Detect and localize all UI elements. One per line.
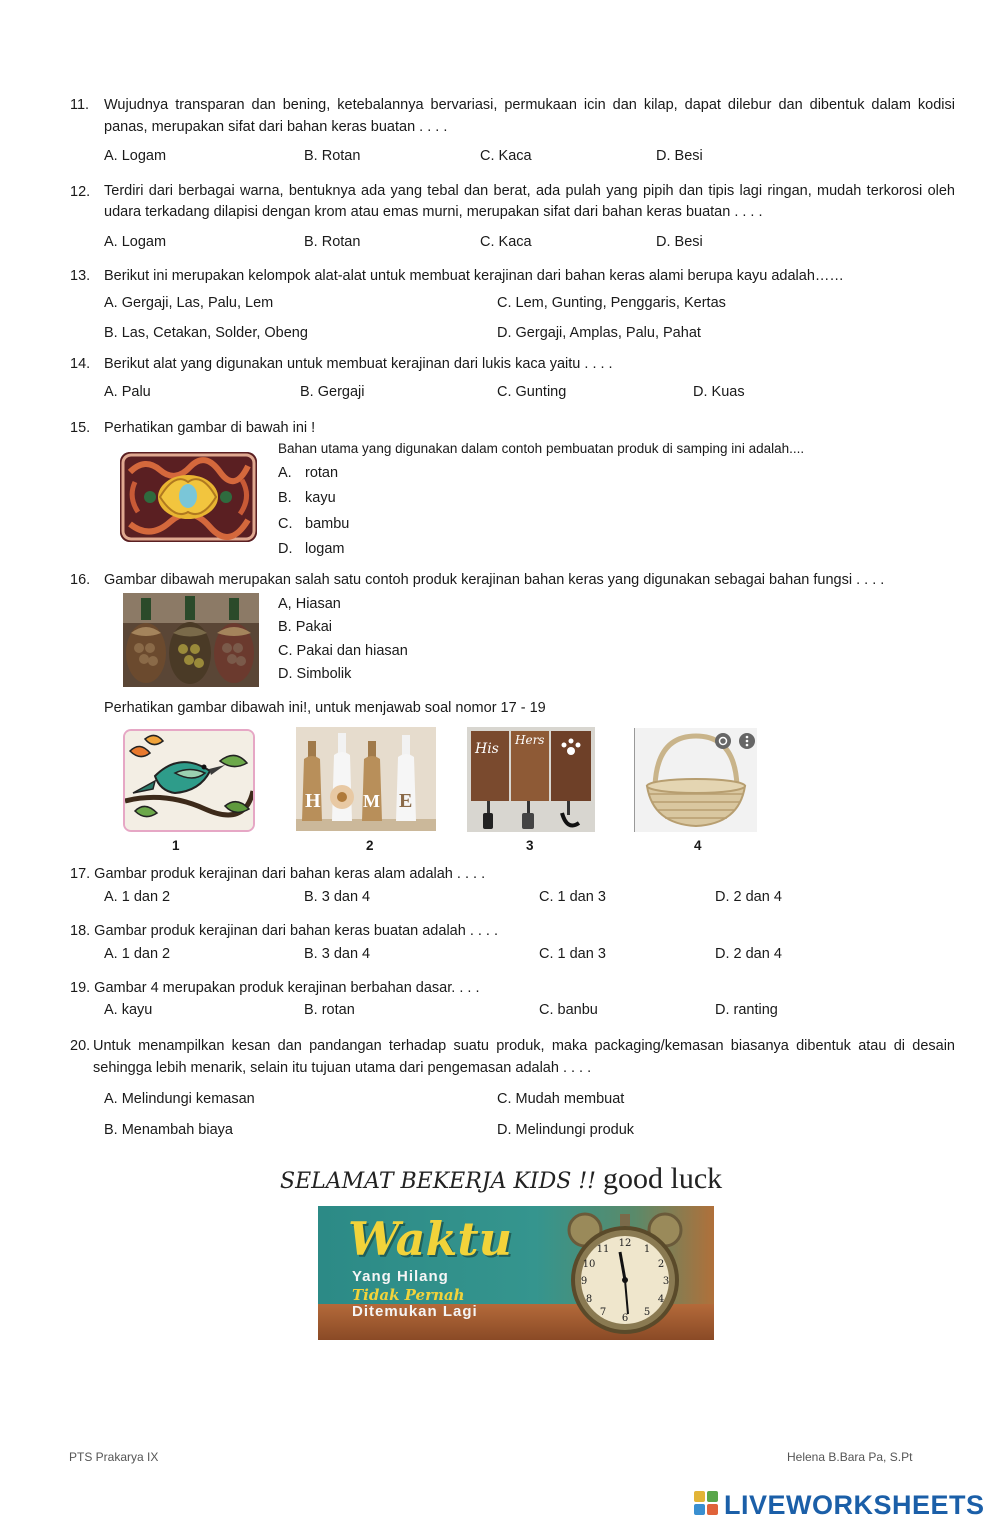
alarm-clock-icon bbox=[550, 1212, 700, 1336]
svg-text:M: M bbox=[363, 791, 380, 811]
svg-text:7: 7 bbox=[599, 1307, 607, 1318]
question-16-text: Gambar dibawah merupakan salah satu contoh produk kerajinan bahan keras yang digunakan sebagai bahan fungsi . . . . bbox=[104, 572, 885, 588]
q13-option-d[interactable]: D. Gergaji, Amplas, Palu, Pahat bbox=[497, 325, 701, 341]
q14-option-d[interactable]: D. Kuas bbox=[693, 384, 745, 400]
q19-option-c[interactable]: C. banbu bbox=[539, 1002, 598, 1018]
svg-text:2: 2 bbox=[657, 1259, 665, 1270]
question-15-subtext: Bahan utama yang digunakan dalam contoh pembuatan produk di samping ini adalah.... bbox=[278, 441, 805, 456]
q19-option-b[interactable]: B. rotan bbox=[304, 1002, 355, 1018]
question-19-text: 19. Gambar 4 merupakan produk kerajinan berbahan dasar. . . . bbox=[70, 980, 480, 996]
q17-option-b[interactable]: B. 3 dan 4 bbox=[304, 889, 371, 905]
q18-option-a[interactable]: A. 1 dan 2 bbox=[104, 946, 171, 962]
q19-option-d[interactable]: D. ranting bbox=[715, 1002, 778, 1018]
image-caption-2: 2 bbox=[366, 838, 374, 853]
carved-wood-illustration bbox=[120, 452, 257, 542]
q12-option-b[interactable]: B. Rotan bbox=[304, 234, 361, 250]
liveworksheets-text: LIVEWORKSHEETS bbox=[724, 1490, 985, 1520]
q15-option-a[interactable]: rotan bbox=[305, 465, 339, 481]
banner-title: Waktu bbox=[348, 1212, 513, 1266]
q15-option-b[interactable]: kayu bbox=[305, 490, 336, 506]
q16-option-a[interactable]: A, Hiasan bbox=[278, 596, 341, 612]
question-17-text: 17. Gambar produk kerajinan dari bahan keras alam adalah . . . . bbox=[70, 866, 486, 882]
q15-option-d[interactable]: logam bbox=[305, 541, 345, 557]
q13-option-b[interactable]: B. Las, Cetakan, Solder, Obeng bbox=[104, 325, 308, 341]
svg-text:12: 12 bbox=[618, 1238, 632, 1249]
q20-option-a[interactable]: A. Melindungi kemasan bbox=[104, 1091, 255, 1107]
svg-text:3: 3 bbox=[662, 1276, 670, 1287]
question-11-number: 11. bbox=[70, 97, 90, 113]
question-13-number: 13. bbox=[70, 268, 91, 284]
svg-text:5: 5 bbox=[643, 1307, 651, 1318]
svg-text:11: 11 bbox=[596, 1244, 610, 1255]
banner-line-3: Ditemukan Lagi bbox=[352, 1303, 478, 1320]
closing-good-luck: good luck bbox=[603, 1162, 723, 1195]
q14-option-c[interactable]: C. Gunting bbox=[497, 384, 567, 400]
q20-option-b[interactable]: B. Menambah biaya bbox=[104, 1122, 233, 1138]
question-12-text: Terdiri dari berbagai warna, bentuknya ada yang tebal dan berat, ada pulah yang pipih dan tipis lagi ringan, mudah terkorosi oleh udara terkadang dilapisi dengan krom atau emas murni, merupakan sifat dari bahan keras buatan . . . . bbox=[104, 183, 955, 220]
q17-option-d[interactable]: D. 2 dan 4 bbox=[715, 889, 782, 905]
q11-option-c[interactable]: C. Kaca bbox=[480, 148, 532, 164]
bottle-craft-image bbox=[123, 593, 259, 687]
instruction-17-19: Perhatikan gambar dibawah ini!, untuk menjawab soal nomor 17 - 19 bbox=[104, 700, 546, 716]
question-15-number: 15. bbox=[70, 420, 91, 436]
key-holder-image bbox=[467, 727, 595, 832]
question-11-text: Wujudnya transparan dan bening, ketebalannya bervariasi, permukaan icin dan kilap, dapat dilebur dan dibentuk dalam kodisi panas, merupakan sifat dari bahan keras buatan . . . . bbox=[104, 97, 955, 135]
banner-line-1: Yang Hilang bbox=[352, 1268, 449, 1285]
q12-option-d[interactable]: D. Besi bbox=[656, 234, 703, 250]
svg-text:1: 1 bbox=[643, 1244, 651, 1255]
home-bottles-illustration bbox=[296, 727, 436, 831]
q19-option-a[interactable]: A. kayu bbox=[104, 1002, 153, 1018]
q16-option-d[interactable]: D. Simbolik bbox=[278, 666, 352, 682]
label-his: His bbox=[475, 741, 499, 757]
q11-option-a[interactable]: A. Logam bbox=[104, 148, 167, 164]
question-20-number: 20. bbox=[70, 1038, 91, 1054]
stained-glass-bird-illustration bbox=[125, 731, 253, 830]
closing-message bbox=[280, 1162, 722, 1196]
q18-option-b[interactable]: B. 3 dan 4 bbox=[304, 946, 371, 962]
footer-right: Helena B.Bara Pa, S.Pt bbox=[787, 1450, 913, 1464]
carved-wood-image bbox=[120, 452, 257, 542]
image-caption-3: 3 bbox=[526, 838, 534, 853]
image-caption-1: 1 bbox=[172, 838, 180, 853]
q13-option-c[interactable]: C. Lem, Gunting, Penggaris, Kertas bbox=[497, 295, 726, 311]
q18-option-c[interactable]: C. 1 dan 3 bbox=[539, 946, 606, 962]
banner-line-2: Tidak Pernah bbox=[352, 1286, 465, 1304]
question-20-text: Untuk menampilkan kesan dan pandangan terhadap suatu produk, maka packaging/kemasan biasanya dibentuk atau di desain sehingga lebih menarik, selain itu tujuan utama dari pengemasan adalah . . . . bbox=[93, 1038, 955, 1076]
question-18-text: 18. Gambar produk kerajinan dari bahan keras buatan adalah . . . . bbox=[70, 923, 499, 939]
q13-option-a[interactable]: A. Gergaji, Las, Palu, Lem bbox=[104, 295, 274, 311]
q14-option-a[interactable]: A. Palu bbox=[104, 384, 151, 400]
question-14-number: 14. bbox=[70, 356, 91, 372]
label-hers: Hers bbox=[515, 733, 545, 747]
q20-option-d[interactable]: D. Melindungi produk bbox=[497, 1122, 635, 1138]
closing-main: SELAMAT BEKERJA KIDS !! bbox=[280, 1169, 597, 1194]
q15-letter-d: D. bbox=[278, 541, 293, 557]
liveworksheets-watermark bbox=[694, 1490, 985, 1521]
question-14-text: Berikut alat yang digunakan untuk membuat kerajinan dari lukis kaca yaitu . . . . bbox=[104, 356, 613, 372]
image-caption-4: 4 bbox=[694, 838, 702, 853]
rattan-basket-illustration bbox=[635, 728, 757, 832]
q15-option-c[interactable]: bambu bbox=[305, 516, 350, 532]
question-12-number: 12. bbox=[70, 184, 91, 200]
q11-option-d[interactable]: D. Besi bbox=[656, 148, 703, 164]
q17-option-a[interactable]: A. 1 dan 2 bbox=[104, 889, 171, 905]
home-bottles-image bbox=[296, 727, 436, 831]
question-13-text: Berikut ini merupakan kelompok alat-alat untuk membuat kerajinan dari bahan keras alami berupa kayu adalah…… bbox=[104, 268, 844, 284]
svg-text:8: 8 bbox=[585, 1294, 593, 1305]
q16-option-c[interactable]: C. Pakai dan hiasan bbox=[278, 643, 408, 659]
q20-option-c[interactable]: C. Mudah membuat bbox=[497, 1091, 625, 1107]
q12-option-a[interactable]: A. Logam bbox=[104, 234, 167, 250]
bottle-craft-illustration bbox=[123, 593, 259, 687]
q15-letter-c: C. bbox=[278, 516, 293, 532]
q15-letter-b: B. bbox=[278, 490, 292, 506]
q12-option-c[interactable]: C. Kaca bbox=[480, 234, 532, 250]
svg-text:6: 6 bbox=[621, 1313, 629, 1324]
waktu-banner bbox=[318, 1206, 714, 1340]
svg-text:9: 9 bbox=[580, 1276, 588, 1287]
liveworksheets-logo-icon bbox=[694, 1491, 720, 1517]
svg-text:10: 10 bbox=[582, 1259, 596, 1270]
question-15-text: Perhatikan gambar di bawah ini ! bbox=[104, 420, 316, 436]
svg-text:4: 4 bbox=[657, 1294, 665, 1305]
rattan-basket-image bbox=[634, 728, 757, 832]
q15-letter-a: A. bbox=[278, 465, 292, 481]
q16-option-b[interactable]: B. Pakai bbox=[278, 619, 332, 635]
q11-option-b[interactable]: B. Rotan bbox=[304, 148, 361, 164]
svg-text:H: H bbox=[305, 790, 321, 812]
question-16-number: 16. bbox=[70, 572, 91, 588]
stained-glass-bird-image bbox=[123, 729, 255, 832]
svg-text:E: E bbox=[399, 790, 413, 812]
footer-left: PTS Prakarya IX bbox=[69, 1450, 159, 1464]
q14-option-b[interactable]: B. Gergaji bbox=[300, 384, 365, 400]
q17-option-c[interactable]: C. 1 dan 3 bbox=[539, 889, 606, 905]
q18-option-d[interactable]: D. 2 dan 4 bbox=[715, 946, 782, 962]
